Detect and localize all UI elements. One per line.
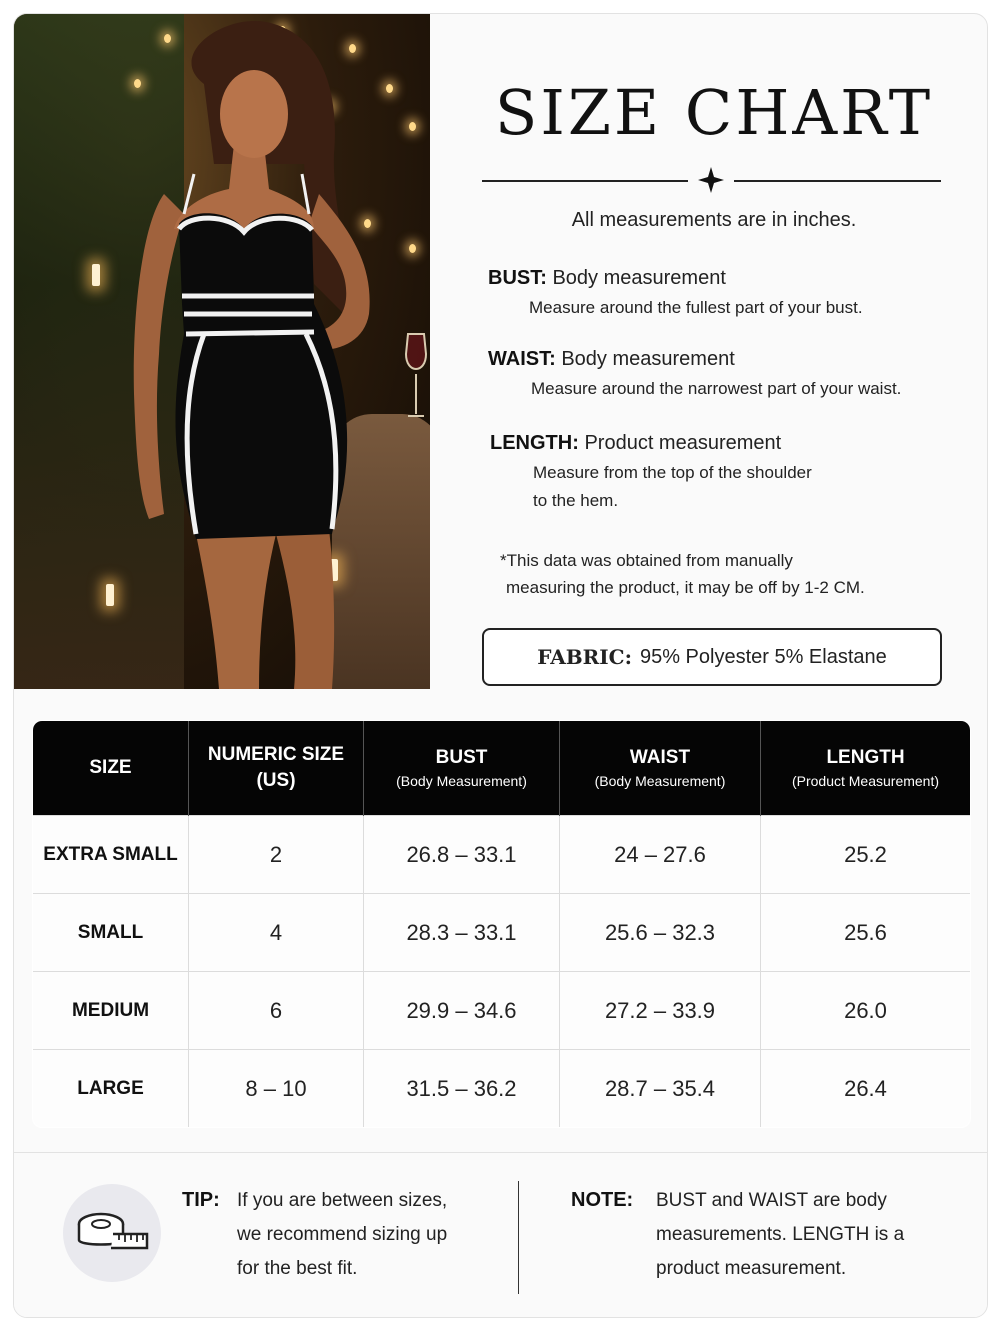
bust-heading bbox=[488, 267, 726, 290]
length-description bbox=[533, 459, 812, 515]
length-description-line: to the hem. bbox=[533, 491, 619, 510]
column-header-length: LENGTH (Product Measurement) bbox=[761, 721, 971, 816]
table-row bbox=[33, 894, 971, 972]
product-photo bbox=[14, 14, 430, 689]
cell-bust: 28.3 – 33.1 bbox=[364, 894, 560, 972]
note-line: product measurement. bbox=[656, 1258, 847, 1279]
cell-size: MEDIUM bbox=[33, 972, 189, 1050]
waist-kind: Body measurement bbox=[561, 348, 735, 370]
cell-length: 26.4 bbox=[761, 1050, 971, 1128]
page-title: SIZE CHART bbox=[494, 76, 934, 149]
waist-label: WAIST: bbox=[488, 348, 556, 370]
column-header-waist: WAIST (Body Measurement) bbox=[560, 721, 761, 816]
disclaimer-line: measuring the product, it may be off by 1-2 CM. bbox=[506, 578, 865, 597]
table-header-row bbox=[33, 721, 971, 816]
bust-label: BUST: bbox=[488, 267, 547, 289]
model-figure bbox=[14, 14, 430, 689]
title-divider-left bbox=[482, 180, 688, 182]
cell-length: 25.6 bbox=[761, 894, 971, 972]
cell-waist: 28.7 – 35.4 bbox=[560, 1050, 761, 1128]
bust-kind: Body measurement bbox=[552, 267, 726, 289]
footer-divider bbox=[518, 1181, 519, 1294]
cell-length: 25.2 bbox=[761, 816, 971, 894]
tip-line: for the best fit. bbox=[237, 1258, 358, 1279]
cell-length: 26.0 bbox=[761, 972, 971, 1050]
bust-description bbox=[529, 294, 863, 322]
cell-numeric-size: 8 – 10 bbox=[189, 1050, 364, 1128]
note-line: BUST and WAIST are body bbox=[656, 1190, 887, 1211]
measurement-disclaimer bbox=[500, 547, 940, 601]
length-label: LENGTH: bbox=[490, 432, 579, 454]
column-header-bust: BUST (Body Measurement) bbox=[364, 721, 560, 816]
waist-description-line: Measure around the narrowest part of your waist. bbox=[531, 379, 902, 398]
column-header-size: SIZE bbox=[33, 721, 189, 816]
size-table bbox=[32, 720, 971, 1128]
table-row bbox=[33, 816, 971, 894]
note-text bbox=[656, 1184, 904, 1286]
length-description-line: Measure from the top of the shoulder bbox=[533, 463, 812, 482]
cell-bust: 26.8 – 33.1 bbox=[364, 816, 560, 894]
fabric-box bbox=[482, 628, 942, 686]
cell-waist: 24 – 27.6 bbox=[560, 816, 761, 894]
units-note: All measurements are in inches. bbox=[571, 209, 857, 231]
waist-heading bbox=[488, 348, 735, 371]
length-heading bbox=[490, 432, 781, 455]
tip-line: we recommend sizing up bbox=[237, 1224, 448, 1245]
fabric-label: FABRIC: bbox=[537, 645, 632, 669]
cell-waist: 25.6 – 32.3 bbox=[560, 894, 761, 972]
measuring-tape-icon-badge bbox=[63, 1184, 161, 1282]
cell-bust: 31.5 – 36.2 bbox=[364, 1050, 560, 1128]
title-divider-right bbox=[734, 180, 941, 182]
table-row bbox=[33, 972, 971, 1050]
bust-description-line: Measure around the fullest part of your bust. bbox=[529, 298, 863, 317]
cell-size: SMALL bbox=[33, 894, 189, 972]
cell-size: LARGE bbox=[33, 1050, 189, 1128]
fabric-value: 95% Polyester 5% Elastane bbox=[639, 645, 887, 668]
tip-text bbox=[237, 1184, 447, 1286]
disclaimer-line: *This data was obtained from manually bbox=[500, 551, 793, 570]
cell-bust: 29.9 – 34.6 bbox=[364, 972, 560, 1050]
cell-numeric-size: 4 bbox=[189, 894, 364, 972]
measuring-tape-icon bbox=[63, 1184, 161, 1282]
length-kind: Product measurement bbox=[584, 432, 782, 454]
tip-label: TIP: bbox=[182, 1189, 220, 1211]
note-line: measurements. LENGTH is a bbox=[656, 1224, 905, 1245]
waist-description bbox=[531, 375, 901, 403]
column-header-numeric-size: NUMERIC SIZE (US) bbox=[189, 721, 364, 816]
footer-notes bbox=[14, 1152, 988, 1318]
four-point-star-icon bbox=[698, 167, 724, 193]
cell-waist: 27.2 – 33.9 bbox=[560, 972, 761, 1050]
cell-size: EXTRA SMALL bbox=[33, 816, 189, 894]
tip-line: If you are between sizes, bbox=[237, 1190, 448, 1211]
note-label: NOTE: bbox=[571, 1189, 634, 1211]
cell-numeric-size: 6 bbox=[189, 972, 364, 1050]
table-row bbox=[33, 1050, 971, 1128]
cell-numeric-size: 2 bbox=[189, 816, 364, 894]
size-chart-card bbox=[13, 13, 988, 1318]
